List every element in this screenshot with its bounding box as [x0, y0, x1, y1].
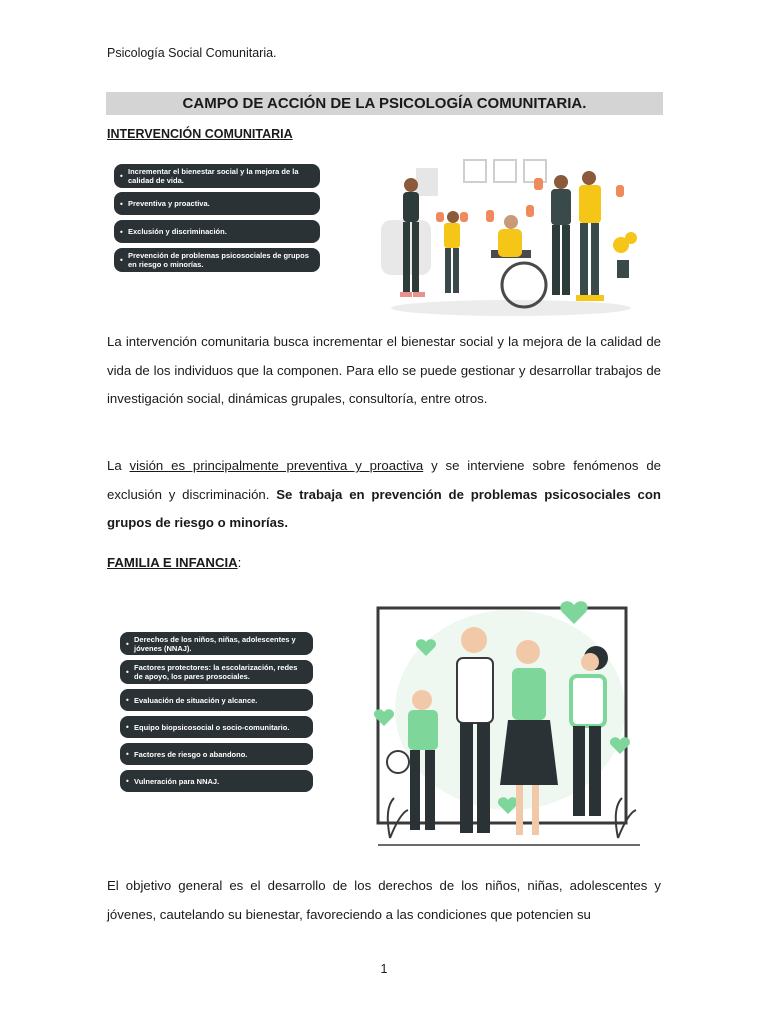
pill-item: • Prevención de problemas psicosociales de grupos en riesgo o minorías. [114, 248, 320, 272]
intervencion-paragraph-2 [107, 452, 661, 538]
para2-underlined: visión es principalmente preventiva y proactiva [129, 458, 424, 473]
familia-pill-list [120, 632, 313, 792]
community-group-illustration [376, 150, 646, 320]
pill-item: • Factores de riesgo o abandono. [120, 743, 313, 765]
para2-bold: Se trabaja en prevención de problemas psicosociales con grupos de riesgo o minorías. [107, 486, 661, 531]
pill-item: • Vulneración para NNAJ. [120, 770, 313, 792]
section-heading-label: FAMILIA E INFANCIA [107, 555, 238, 570]
para2-middle: y se interviene sobre fenómenos de exclusión y discriminación. [107, 458, 661, 502]
intervencion-paragraph-1: La intervención comunitaria busca incrementar el bienestar social y la mejora de la calidad de vida de los individuos que la componen. Para ello se puede gestionar y desarrollar trabajos de investigación social, dinámicas grupales, consultoría, entre otros. [107, 334, 661, 407]
pill-item: • Derechos de los niños, niñas, adolescentes y jóvenes (NNAJ). [120, 632, 313, 655]
section-heading-familia [107, 555, 241, 570]
pill-item: • Preventiva y proactiva. [114, 192, 320, 215]
running-header: Psicología Social Comunitaria. [107, 46, 277, 60]
section-heading-suffix: : [237, 555, 242, 570]
section-heading-intervencion [107, 127, 293, 141]
pill-item: • Evaluación de situación y alcance. [120, 689, 313, 711]
pill-item: • Exclusión y discriminación. [114, 220, 320, 243]
intervencion-pill-list [114, 164, 320, 272]
page-number: 1 [380, 962, 388, 976]
section-heading-label: INTERVENCIÓN COMUNITARIA [107, 127, 293, 141]
pill-item: • Incrementar el bienestar social y la mejora de la calidad de vida. [114, 164, 320, 188]
familia-paragraph: El objetivo general es el desarrollo de los derechos de los niños, niñas, adolescentes y jóvenes, cautelando su bienestar, favoreciendo a las condiciones que potencien su [107, 878, 661, 922]
page-title: CAMPO DE ACCIÓN DE LA PSICOLOGÍA COMUNITARIA. [106, 92, 663, 115]
pill-item: • Equipo biopsicosocial o socio-comunitario. [120, 716, 313, 738]
para2-start: La [107, 458, 130, 473]
pill-item: • Factores protectores: la escolarización, redes de apoyo, los pares prosociales. [120, 660, 313, 684]
family-illustration [370, 590, 645, 852]
